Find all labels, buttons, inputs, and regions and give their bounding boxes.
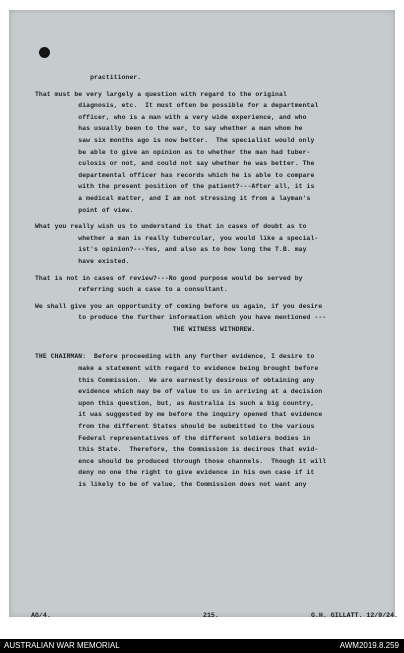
page-number: 215.: [203, 612, 219, 619]
footer-typist: G.H. GILLATT. 12/9/24.: [311, 612, 399, 619]
transcript-body: [35, 72, 390, 496]
paragraph-6: THE CHAIRMAN: Before proceeding with any further evidence, I desire to make a statement with regard to evidence being brought before this Commission. We are earnestly desirous of obtaining any evidence which may be of value to us in arriving at a decision upon this question, but, as Australia is such a big country, it was suggested by me before the inquiry opened that evidence from the different States should be submitted to the various Federal representatives of the different soldiers bodies in this State. Therefore, the Commission is decirous that evid- ence should be produced through those channels. Though it will deny no one the right to give evidence in his own case if it is likely to be of value, the Commission does not want any: [35, 353, 327, 488]
paragraph-4: That is not in cases of review?---No good purpose would be served by referring such a case to a consultant.: [35, 274, 303, 294]
document-page: [9, 10, 399, 619]
paragraph-5: We shall give you an opportunity of coming before us again, if you desire to produce the further information which you have mentioned --- THE WITNESS WITHDREW.: [35, 302, 327, 333]
paragraph-2: That must be very largely a question with regard to the original diagnosis, etc. It must often be possible for a departmental officer, who is a man with a very wide experience, and who has usually been to the war, to say whether a man whom he saw six months ago is now better. The specialist would only be able to give an opinion as to whether the man had tuber- culosis or not, and could not say whether he was better. The departmental officer has records which he is able to compare with the present position of the patient?---After all, it is a medical matter, and I am not stressing it from a layman's point of view.: [35, 90, 319, 214]
archive-bar: [0, 639, 404, 653]
paragraph-3: What you really wish us to understand is that in cases of doubt as to whether a man is really tubercular, you would like a special- ist's opinion?---Yes, and also as to how long the T.B. may have existed.: [35, 223, 319, 265]
paragraph-1: practitioner.: [35, 74, 142, 81]
punch-hole: [39, 47, 50, 58]
archive-name: AUSTRALIAN WAR MEMORIAL: [4, 641, 120, 650]
archive-reference: AWM2019.8.259: [339, 641, 399, 650]
footer-reference: AG/4.: [31, 612, 51, 619]
